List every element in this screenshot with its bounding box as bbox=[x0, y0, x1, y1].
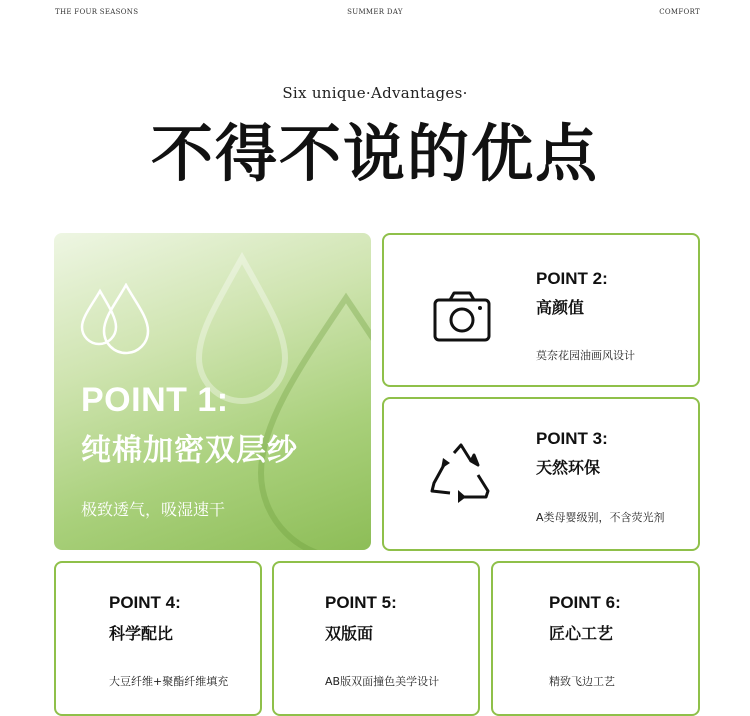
point-5-label: POINT 5: bbox=[325, 593, 397, 612]
point-2-name: 高颜值 bbox=[536, 298, 585, 317]
point-1-name: 纯棉加密双层纱 bbox=[81, 433, 298, 468]
point-1-label: POINT 1: bbox=[81, 381, 229, 419]
topbar-center-text: SUMMER DAY bbox=[347, 8, 403, 16]
point-3-desc: A类母婴级别，不含荧光剂 bbox=[536, 511, 665, 524]
point-2-card bbox=[382, 233, 700, 387]
point-3-card bbox=[382, 397, 700, 551]
point-4-desc: 大豆纤维+聚酯纤维填充 bbox=[109, 675, 229, 688]
point-2-label: POINT 2: bbox=[536, 269, 608, 288]
topbar-left-text: THE FOUR SEASONS bbox=[55, 8, 139, 16]
point-4-label: POINT 4: bbox=[109, 593, 181, 612]
point-3-name: 天然环保 bbox=[536, 458, 601, 477]
point-1-desc: 极致透气，吸湿速干 bbox=[81, 500, 226, 519]
recycle-icon bbox=[428, 441, 494, 505]
water-drops-icon bbox=[78, 283, 154, 359]
point-5-desc: AB版双面撞色美学设计 bbox=[325, 675, 440, 688]
camera-icon bbox=[432, 289, 492, 345]
point-6-card bbox=[491, 561, 700, 716]
point-6-name: 匠心工艺 bbox=[549, 624, 614, 643]
point-4-card bbox=[54, 561, 262, 716]
page-title: 不得不说的优点 bbox=[150, 117, 599, 190]
point-5-name: 双版面 bbox=[325, 624, 374, 643]
topbar-right-text: COMFORT bbox=[659, 8, 700, 16]
point-6-label: POINT 6: bbox=[549, 593, 621, 612]
point-2-desc: 莫奈花园油画风设计 bbox=[536, 349, 635, 362]
top-bar bbox=[0, 8, 750, 20]
page-subtitle: Six unique·Advantages· bbox=[282, 84, 468, 102]
point-6-desc: 精致飞边工艺 bbox=[549, 675, 615, 688]
point-3-label: POINT 3: bbox=[536, 429, 608, 448]
point-5-card bbox=[272, 561, 480, 716]
point-4-name: 科学配比 bbox=[109, 624, 174, 643]
point-1-card bbox=[54, 233, 371, 550]
